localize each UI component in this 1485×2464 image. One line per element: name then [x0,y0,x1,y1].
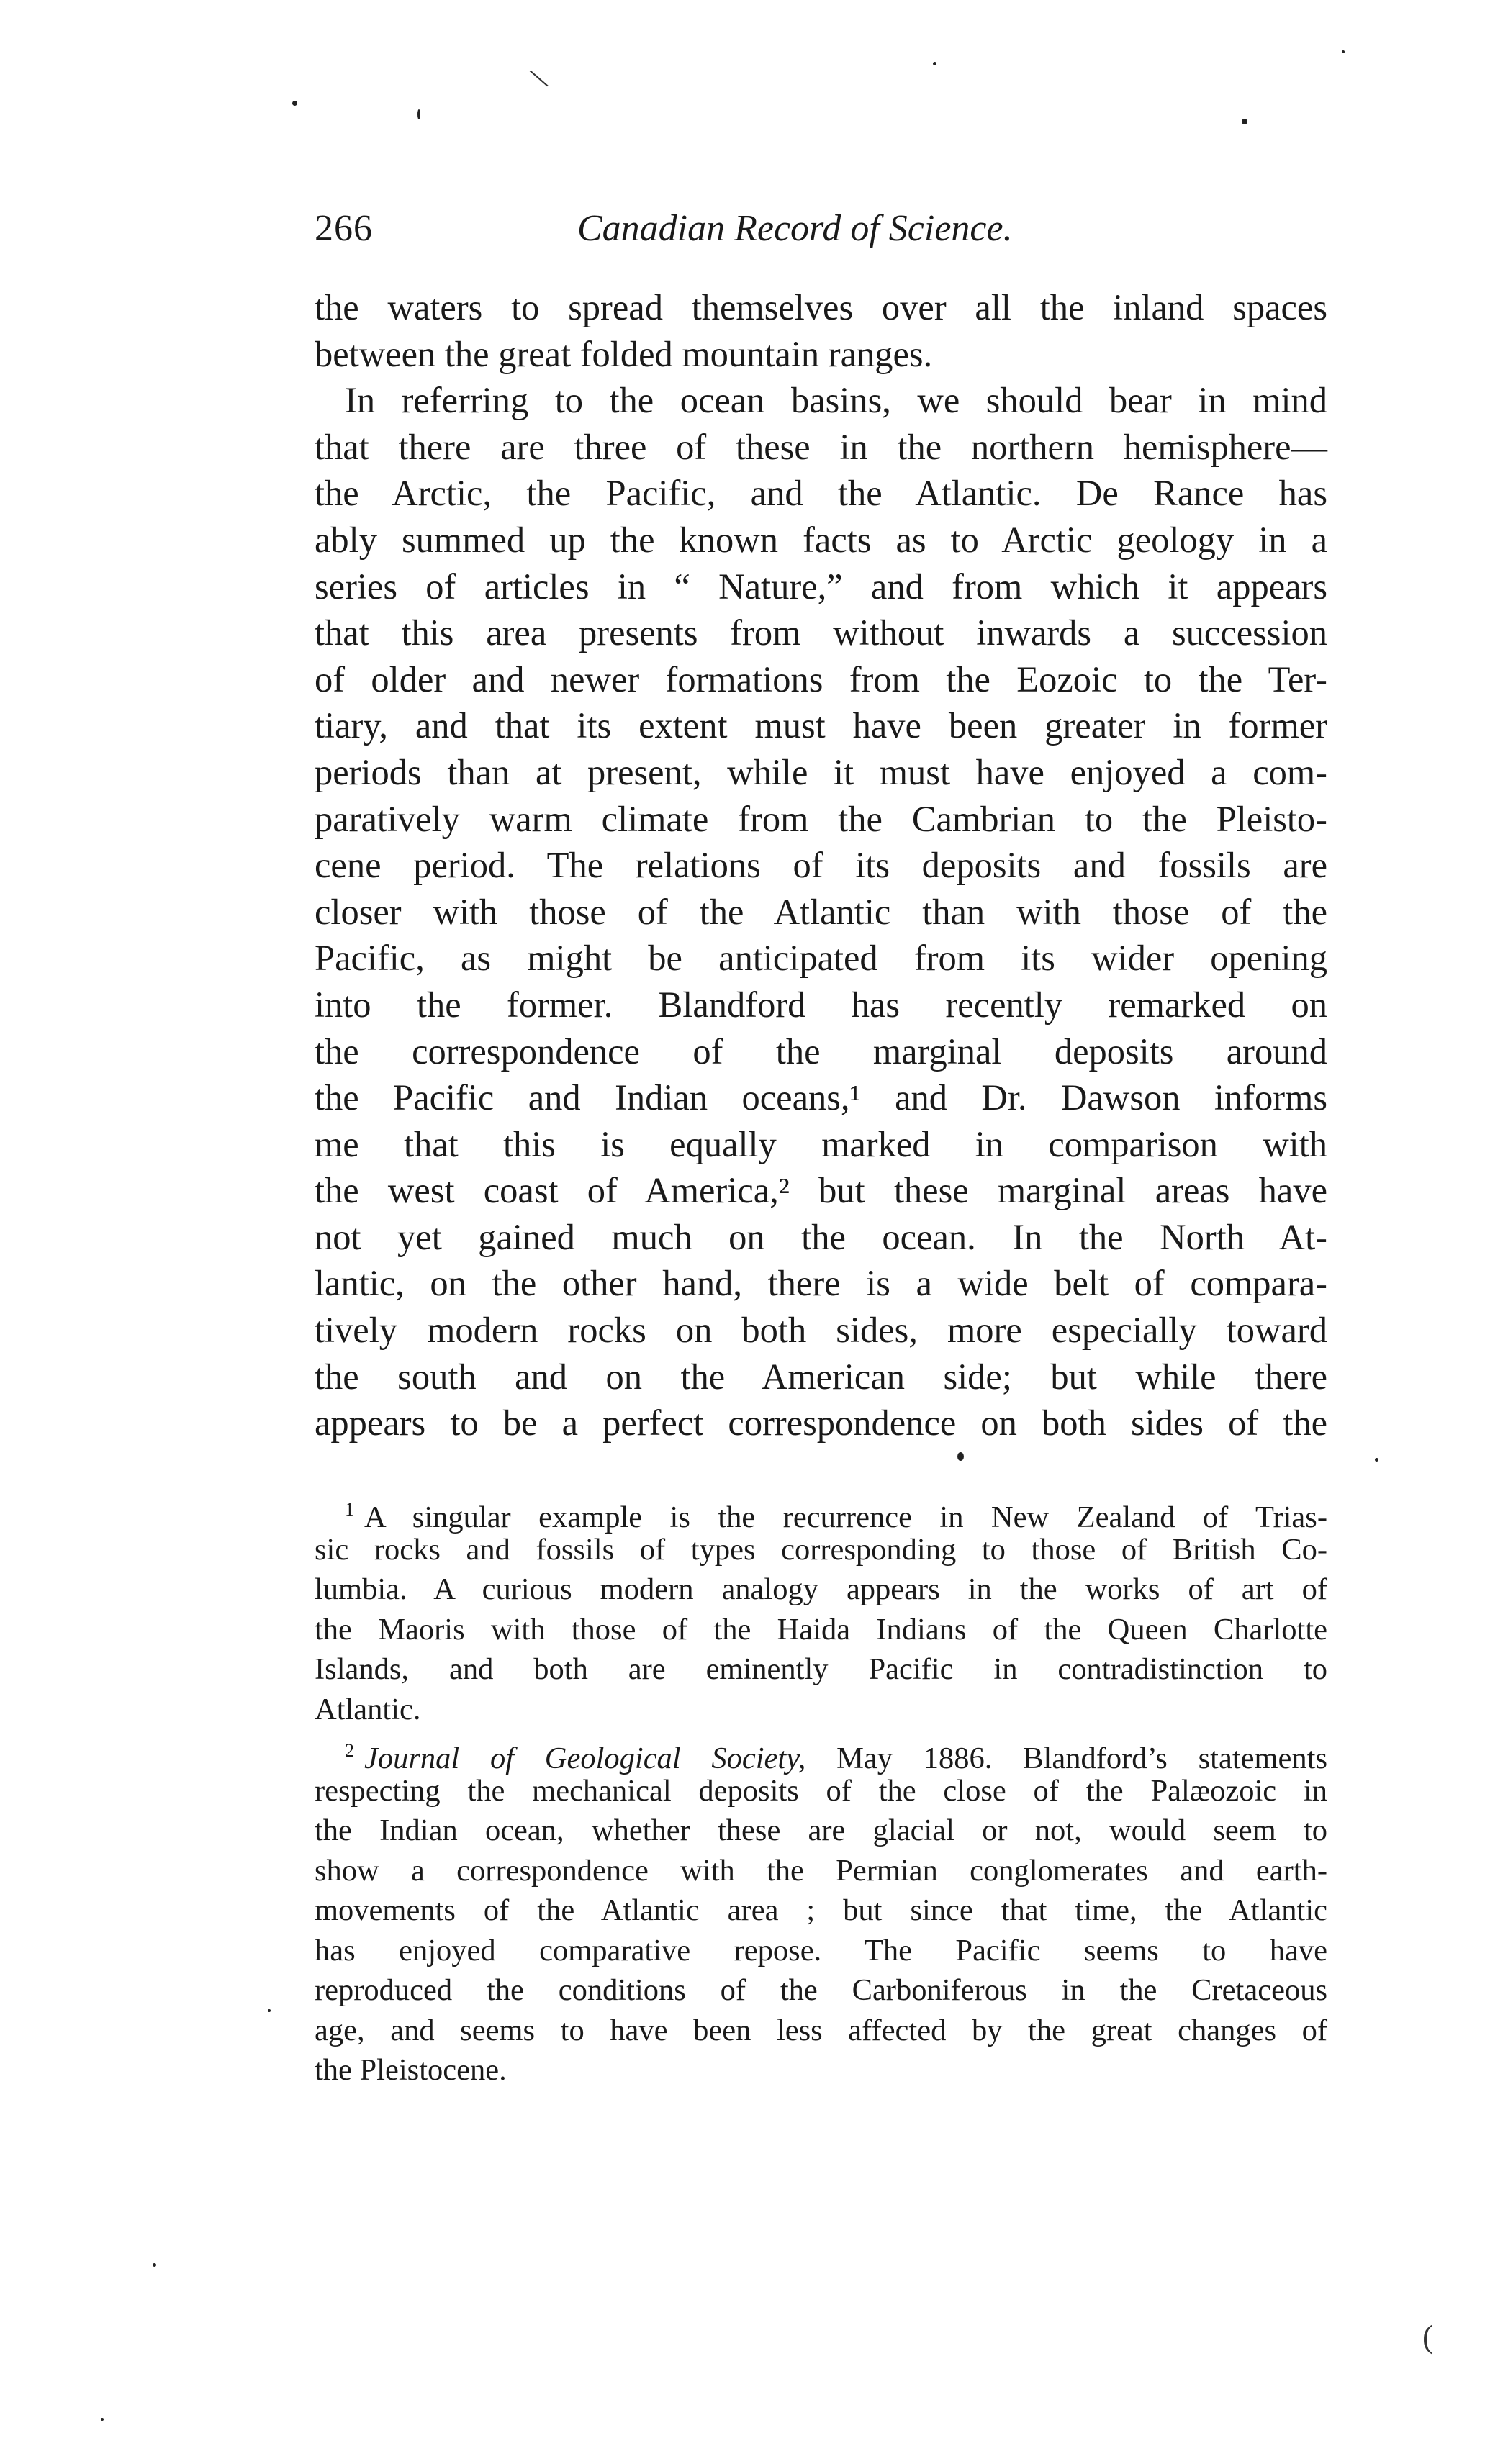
text-line: closer with those of the Atlantic than with those of the [315,891,1327,932]
scan-speck [1342,50,1345,53]
text-line: the south and on the American side; but while there [315,1356,1327,1397]
text-line: periods than at present, while it must have enjoyed a com- [315,751,1327,792]
text-line: me that this is equally marked in comparison with [315,1123,1327,1164]
footnote-line: the Indian ocean, whether these are glacial or not, would seem to [315,1813,1327,1847]
footnote-line: show a correspondence with the Permian conglomerates and earth- [315,1853,1327,1888]
text-line: that there are three of these in the northern hemisphere— [315,426,1327,467]
scan-speck [101,2418,104,2421]
footnote-marker: 2 [345,1740,354,1761]
footnote-line: age, and seems to have been less affected by the great changes of [315,2013,1327,2047]
text-line: between the great folded mountain ranges. [315,333,933,374]
footnote-line [315,1490,1327,1534]
footnote-line: sic rocks and fossils of types corresponding to those of British Co- [315,1532,1327,1567]
footnote-line: has enjoyed comparative repose. The Pacific seems to have [315,1933,1327,1967]
text-line: series of articles in “ Nature,” and from which it appears [315,566,1327,607]
footnote-text: A singular example is the recurrence in New Zealand of Trias- [364,1500,1327,1534]
scan-speck [292,101,297,106]
body-text [315,284,1327,1446]
footnotes [315,1490,1327,2092]
text-line: the Arctic, the Pacific, and the Atlantic. De Rance has [315,473,1327,514]
text-line: the Pacific and Indian oceans,¹ and Dr. Dawson informs [315,1077,1327,1118]
footnote-line: movements of the Atlantic area ; but since that time, the Atlantic [315,1893,1327,1927]
footnote-line: the Pleistocene. [315,2053,507,2087]
scan-mark: ( [1422,2318,1434,2355]
footnote-marker: 1 [345,1499,354,1520]
footnote-line: Atlantic. [315,1692,421,1726]
text-line: cene period. The relations of its deposits and fossils are [315,845,1327,886]
footnote-1 [315,1490,1327,1729]
running-title: Canadian Record of Science. [577,208,1013,249]
scan-speck [153,2263,156,2267]
text-line: tiary, and that its extent must have been greater in former [315,705,1327,746]
footnote-line: lumbia. A curious modern analogy appears in the works of art of [315,1572,1327,1606]
page-header [315,200,1085,258]
text-line: the correspondence of the marginal deposits around [315,1031,1327,1072]
footnote-line: reproduced the conditions of the Carboniferous in the Cretaceous [315,1973,1327,2007]
text-line: ably summed up the known facts as to Arctic geology in a [315,519,1327,560]
scan-speck [417,109,420,119]
footnote-line: Islands, and both are eminently Pacific in contradistinction to [315,1652,1327,1686]
text-line: appears to be a perfect correspondence on both sides of the [315,1403,1327,1444]
footnote-line: the Maoris with those of the Haida Indians of the Queen Charlotte [315,1612,1327,1647]
text-line: lantic, on the other hand, there is a wide belt of compara- [315,1263,1327,1304]
footnote-line [315,1731,1328,1775]
text-line: the west coast of America,² but these marginal areas have [315,1170,1327,1211]
footnote-text: May 1886. Blandford’s statements [836,1741,1328,1775]
text-line: not yet gained much on the ocean. In the North At- [315,1216,1327,1257]
scan-speck [1375,1458,1378,1462]
footnote-line: respecting the mechanical deposits of the close of the Palæozoic in [315,1773,1327,1808]
text-line: that this area presents from without inwards a succession [315,612,1327,653]
text-line: the waters to spread themselves over all the inland spaces [315,287,1327,327]
footnote-2 [315,1731,1327,2091]
text-line: into the former. Blandford has recently remarked on [315,984,1327,1025]
text-line: tively modern rocks on both sides, more especially toward [315,1310,1327,1351]
text-line: Pacific, as might be anticipated from its wider opening [315,938,1327,979]
text-line: paratively warm climate from the Cambrian to the Pleisto- [315,798,1327,839]
page-number: 266 [315,208,373,249]
scan-speck [1242,119,1247,124]
text-line: of older and newer formations from the Eozoic to the Ter- [315,658,1327,699]
scan-speck [933,62,936,65]
scan-mark: \ [525,60,552,96]
journal-title: Journal of Geological Society, [364,1741,806,1775]
scan-speck [268,2009,271,2012]
text-line: In referring to the ocean basins, we should bear in mind [345,380,1327,421]
scan-speck [957,1452,964,1461]
